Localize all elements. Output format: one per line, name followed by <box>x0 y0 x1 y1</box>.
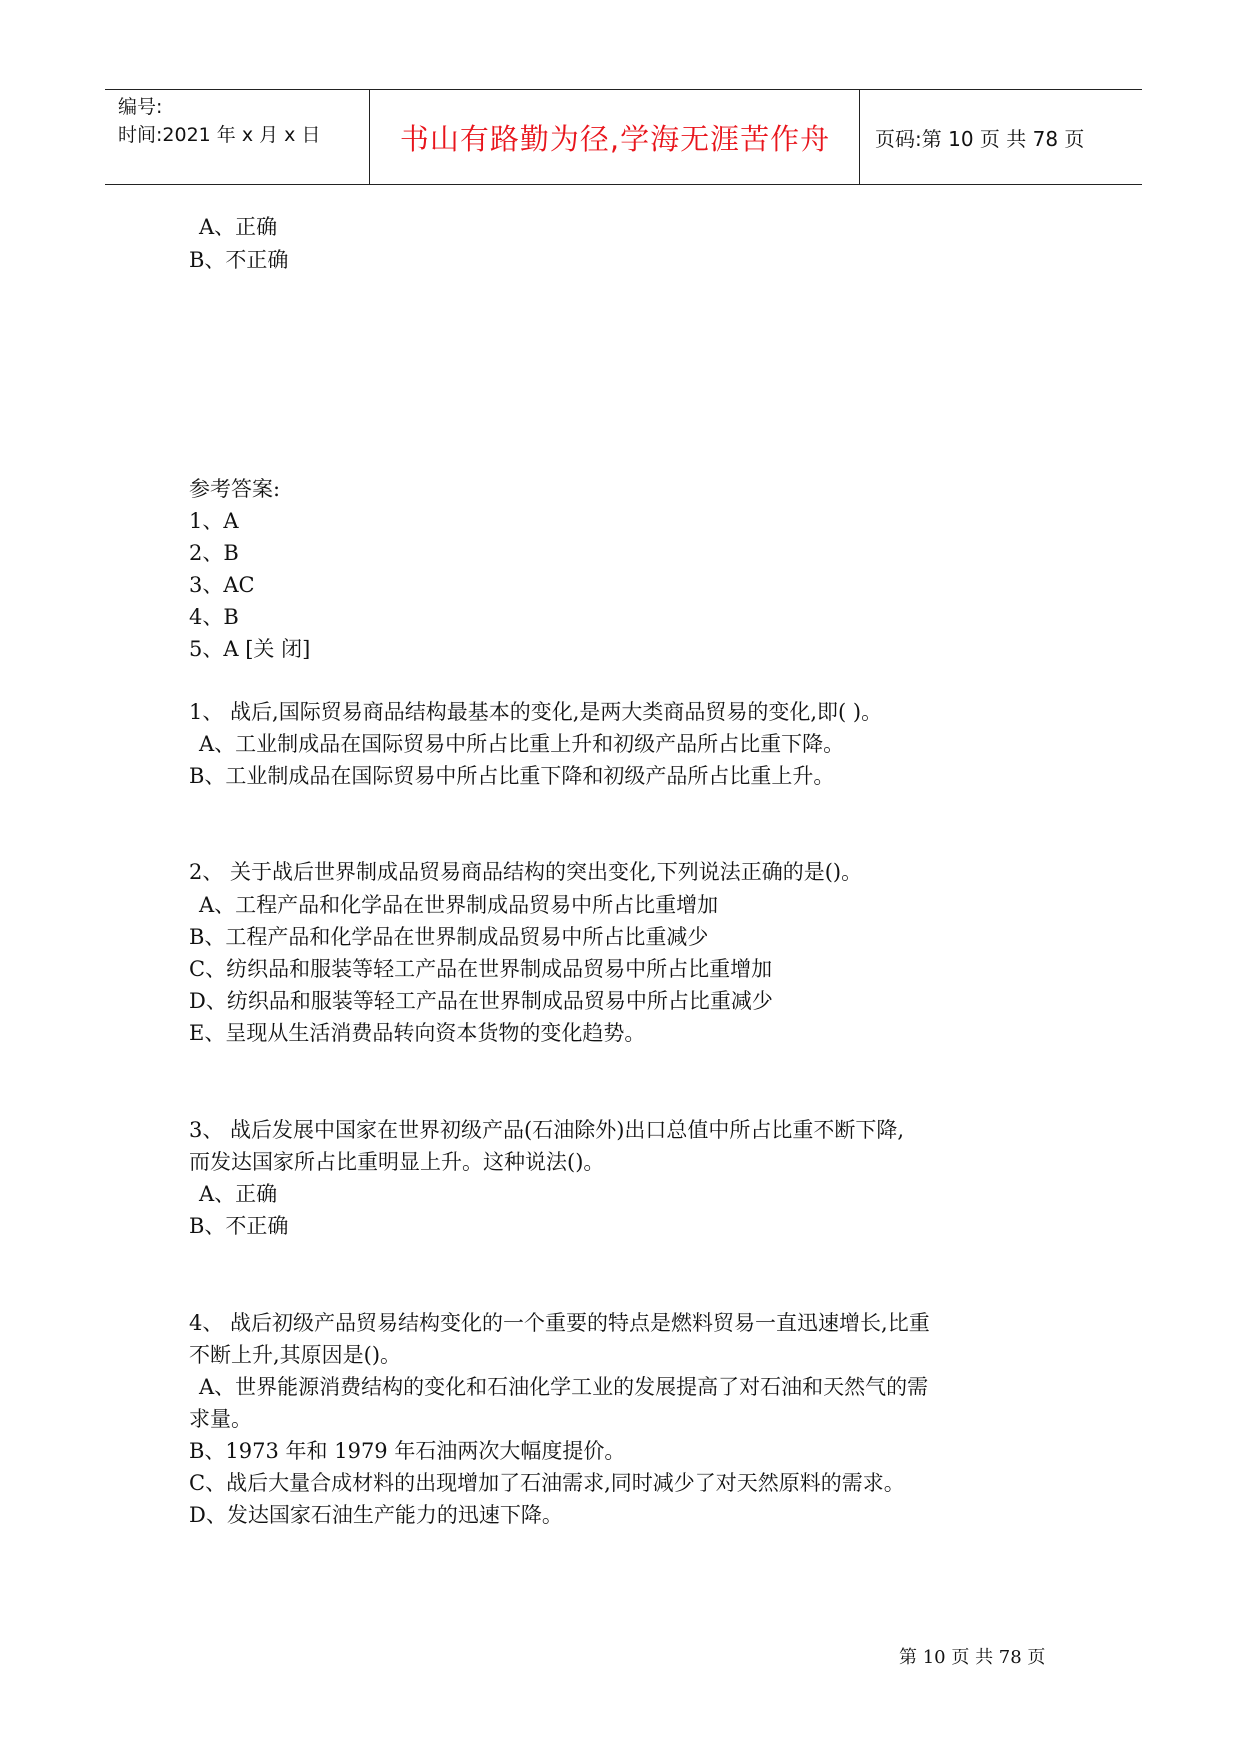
question-stem: 2、 关于战后世界制成品贸易商品结构的突出变化,下列说法正确的是()。 <box>189 860 863 884</box>
header-divider <box>369 90 370 184</box>
header-meta <box>118 93 363 149</box>
answer-item: 2、B <box>189 541 239 565</box>
option-a: A、正确 <box>199 215 278 239</box>
option-c: C、纺织品和服装等轻工产品在世界制成品贸易中所占比重增加 <box>189 957 773 981</box>
answer-item: 5、A [关 闭] <box>189 637 311 661</box>
question-stem-cont: 不断上升,其原因是()。 <box>189 1343 402 1367</box>
option-a-cont: 求量。 <box>189 1407 252 1431</box>
answer-item: 3、AC <box>189 573 255 597</box>
page-footer: 第 10 页 共 78 页 <box>899 1647 1046 1668</box>
option-c: C、战后大量合成材料的出现增加了石油需求,同时减少了对天然原料的需求。 <box>189 1471 905 1495</box>
question-stem: 4、 战后初级产品贸易结构变化的一个重要的特点是燃料贸易一直迅速增长,比重 <box>189 1311 930 1335</box>
answer-item: 4、B <box>189 605 239 629</box>
number-label: 编号: <box>118 96 163 118</box>
question-stem-cont: 而发达国家所占比重明显上升。这种说法()。 <box>189 1150 605 1174</box>
option-e: E、呈现从生活消费品转向资本货物的变化趋势。 <box>189 1021 646 1045</box>
page-header <box>105 89 1142 185</box>
option-a: A、工业制成品在国际贸易中所占比重上升和初级产品所占比重下降。 <box>199 732 845 756</box>
option-b: B、1973 年和 1979 年石油两次大幅度提价。 <box>189 1439 626 1463</box>
option-b: B、工程产品和化学品在世界制成品贸易中所占比重减少 <box>189 925 709 949</box>
option-b: B、不正确 <box>189 248 289 272</box>
header-motto: 书山有路勤为径,学海无涯苦作舟 <box>399 121 831 156</box>
question-stem: 1、 战后,国际贸易商品结构最基本的变化,是两大类商品贸易的变化,即( )。 <box>189 700 883 724</box>
option-b: B、不正确 <box>189 1214 289 1238</box>
time-label: 时间:2021 年 x 月 x 日 <box>118 124 321 146</box>
question-stem: 3、 战后发展中国家在世界初级产品(石油除外)出口总值中所占比重不断下降, <box>189 1118 905 1142</box>
option-d: D、纺织品和服装等轻工产品在世界制成品贸易中所占比重减少 <box>189 989 773 1013</box>
option-b: B、工业制成品在国际贸易中所占比重下降和初级产品所占比重上升。 <box>189 764 835 788</box>
option-d: D、发达国家石油生产能力的迅速下降。 <box>189 1503 563 1527</box>
answers-title: 参考答案: <box>189 477 281 501</box>
option-a: A、工程产品和化学品在世界制成品贸易中所占比重增加 <box>199 893 719 917</box>
header-divider <box>859 90 860 184</box>
header-page-info: 页码:第 10 页 共 78 页 <box>875 126 1085 151</box>
option-a: A、正确 <box>199 1182 278 1206</box>
option-a: A、世界能源消费结构的变化和石油化学工业的发展提高了对石油和天然气的需 <box>199 1375 929 1399</box>
answer-item: 1、A <box>189 509 239 533</box>
